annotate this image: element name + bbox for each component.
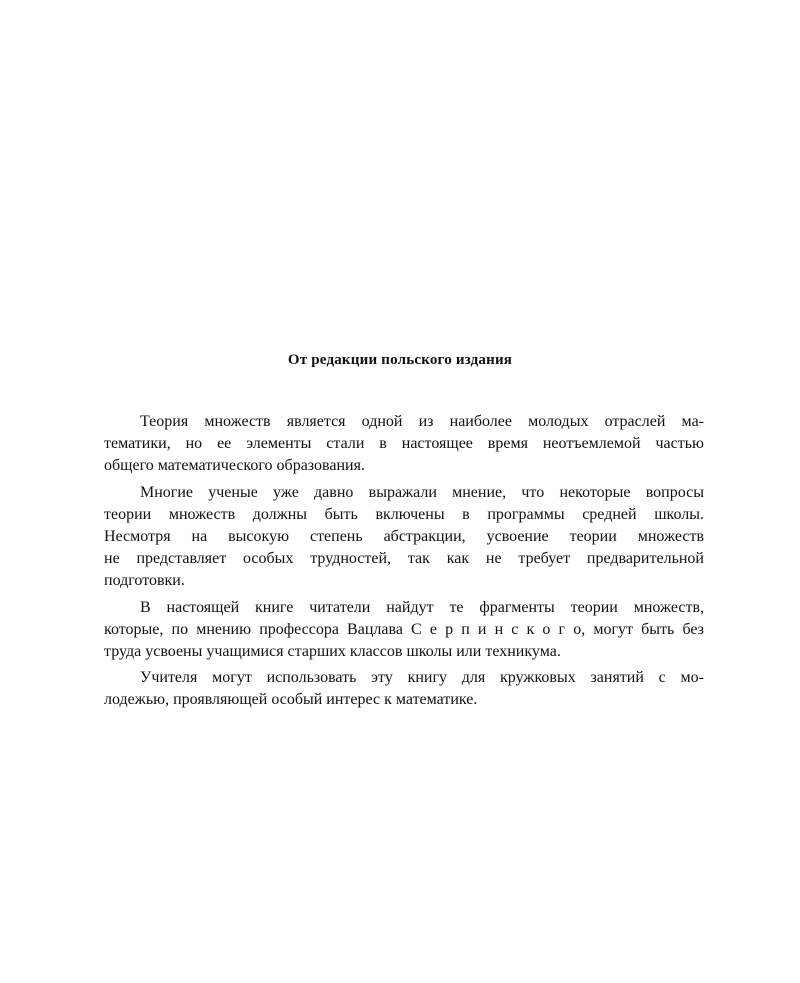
- text-line: Теория множеств является одной из наиболее молодых отраслей ма-: [140, 413, 704, 430]
- text-line: Несмотря на высокую степень абстракции, усвоение теории множеств: [104, 528, 704, 546]
- text-line: тематики, но ее элементы стали в настоящее время неотъемлемой частью: [104, 435, 704, 453]
- paragraph-3: [104, 597, 704, 664]
- preface-body: [104, 411, 704, 712]
- paragraph-4: [104, 667, 704, 711]
- text-line: которые, по мнению профессора Вацлава С е р п и н с к о г о, могут быть без: [104, 620, 704, 638]
- page-title: От редакции польского издания: [287, 352, 513, 368]
- text-line: не представляет особых трудностей, так как не требует предварительной: [104, 550, 704, 568]
- text-line: Учителя могут использовать эту книгу для кружковых занятий с мо-: [140, 669, 704, 687]
- text-line: В настоящей книге читатели найдут те фрагменты теории множеств,: [140, 598, 704, 616]
- text-line: теории множеств должны быть включены в программы средней школы.: [104, 505, 704, 523]
- text-line: лодежью, проявляющей особый интерес к математике.: [104, 691, 478, 709]
- text-line: общего математического образования.: [104, 457, 365, 475]
- paragraph-1: [104, 411, 704, 478]
- paragraph-2: [104, 482, 704, 593]
- text-line: труда усвоены учащимися старших классов школы или техникума.: [104, 643, 561, 661]
- text-line: Многие ученые уже давно выражали мнение, что некоторые вопросы: [140, 483, 704, 501]
- text-line: подготовки.: [104, 572, 185, 590]
